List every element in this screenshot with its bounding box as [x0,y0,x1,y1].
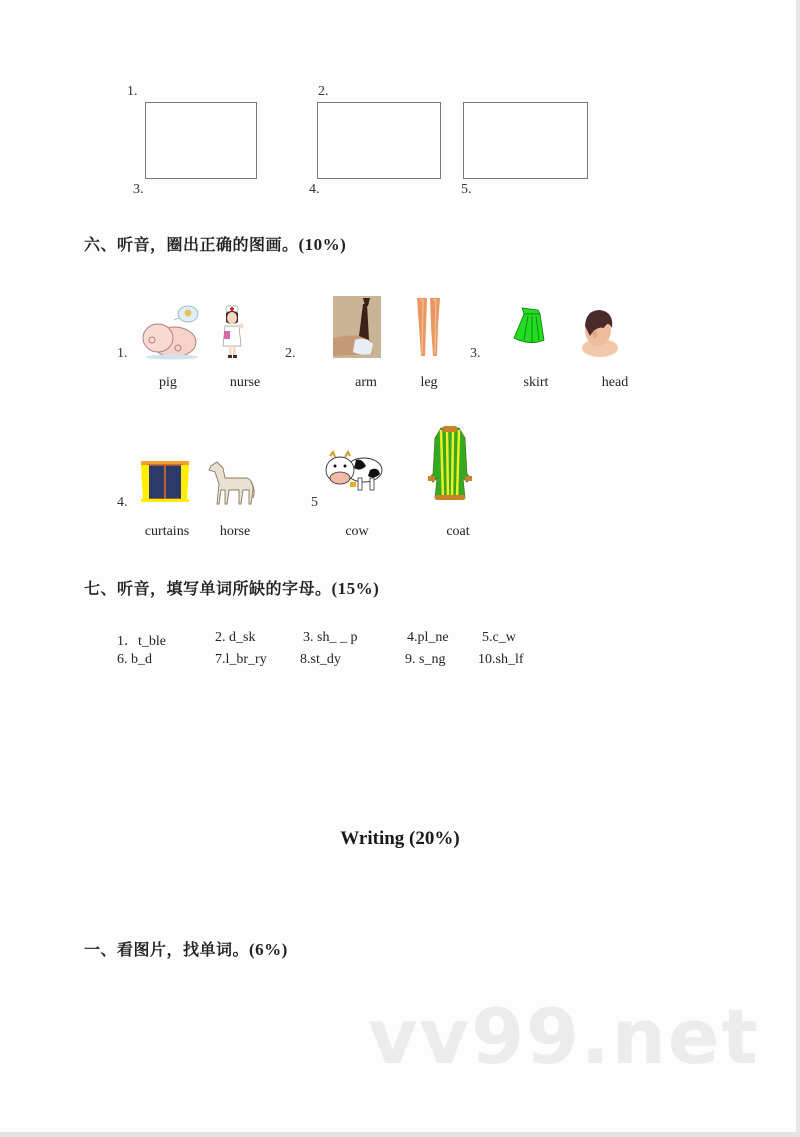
fill-item-2[interactable]: 2. d_sk [215,630,256,645]
page-edge [796,0,800,1137]
coat-image[interactable] [427,424,473,504]
box-label-3: 3. [133,182,144,197]
cow-image[interactable] [324,448,384,496]
arm-image[interactable] [333,296,381,358]
group-number-2: 2. [285,346,296,361]
section-6-percent: (10%) [298,235,347,254]
word-coat: coat [446,524,470,539]
writing-title: Writing (20%) [340,828,460,849]
writing-section-1-heading [84,937,288,960]
fill-item-9[interactable]: 9. s_ng [405,652,446,667]
leg-image[interactable] [415,296,443,360]
word-curtains: curtains [144,524,190,539]
writing-section-1-title: 一、看图片，找单词。 [84,940,250,959]
skirt-image[interactable] [510,306,546,346]
word-skirt: skirt [523,375,549,390]
group-number-4: 4. [117,495,128,510]
group-number-5: 5 [311,495,318,510]
section-6-heading [84,232,346,255]
fill-item-7[interactable]: 7.l_br_ry [215,652,267,667]
section-6-title: 六、听音，圈出正确的图画。 [84,235,299,254]
fill-item-6[interactable]: 6. b_d [117,652,152,667]
fill-item-3[interactable]: 3. sh_ _ p [303,630,358,645]
box-label-4: 4. [309,182,320,197]
section-7-title: 七、听音，填写单词所缺的字母。 [84,579,332,598]
word-nurse: nurse [229,375,261,390]
fill-item-5[interactable]: 5.c_w [482,630,516,645]
curtains-image[interactable] [140,460,190,504]
word-cow: cow [345,524,369,539]
section-7-heading [84,576,379,599]
watermark: vv99.net [368,992,760,1081]
word-head: head [601,375,629,390]
fill-item-10[interactable]: 10.sh_lf [478,652,524,667]
fill-item-1[interactable]: 1．t_ble [117,634,166,649]
answer-box-1[interactable] [145,102,257,179]
writing-section-1-percent: (6%) [249,940,288,959]
word-leg: leg [420,375,438,390]
group-number-3: 3. [470,346,481,361]
horse-image[interactable] [207,460,257,508]
box-label-5: 5. [461,182,472,197]
head-image[interactable] [578,306,618,358]
section-7-percent: (15%) [331,579,380,598]
answer-box-2[interactable] [317,102,441,179]
box-label-2: 2. [318,84,329,99]
fill-item-4[interactable]: 4.pl_ne [407,630,449,645]
pig-image[interactable] [138,304,200,362]
page-edge [0,1132,800,1137]
word-pig: pig [159,375,177,390]
group-number-1: 1. [117,346,128,361]
box-label-1: 1. [127,84,138,99]
word-horse: horse [219,524,251,539]
nurse-image[interactable] [220,304,246,362]
word-arm: arm [355,375,377,390]
answer-box-3[interactable] [463,102,588,179]
fill-item-8[interactable]: 8.st_dy [300,652,341,667]
